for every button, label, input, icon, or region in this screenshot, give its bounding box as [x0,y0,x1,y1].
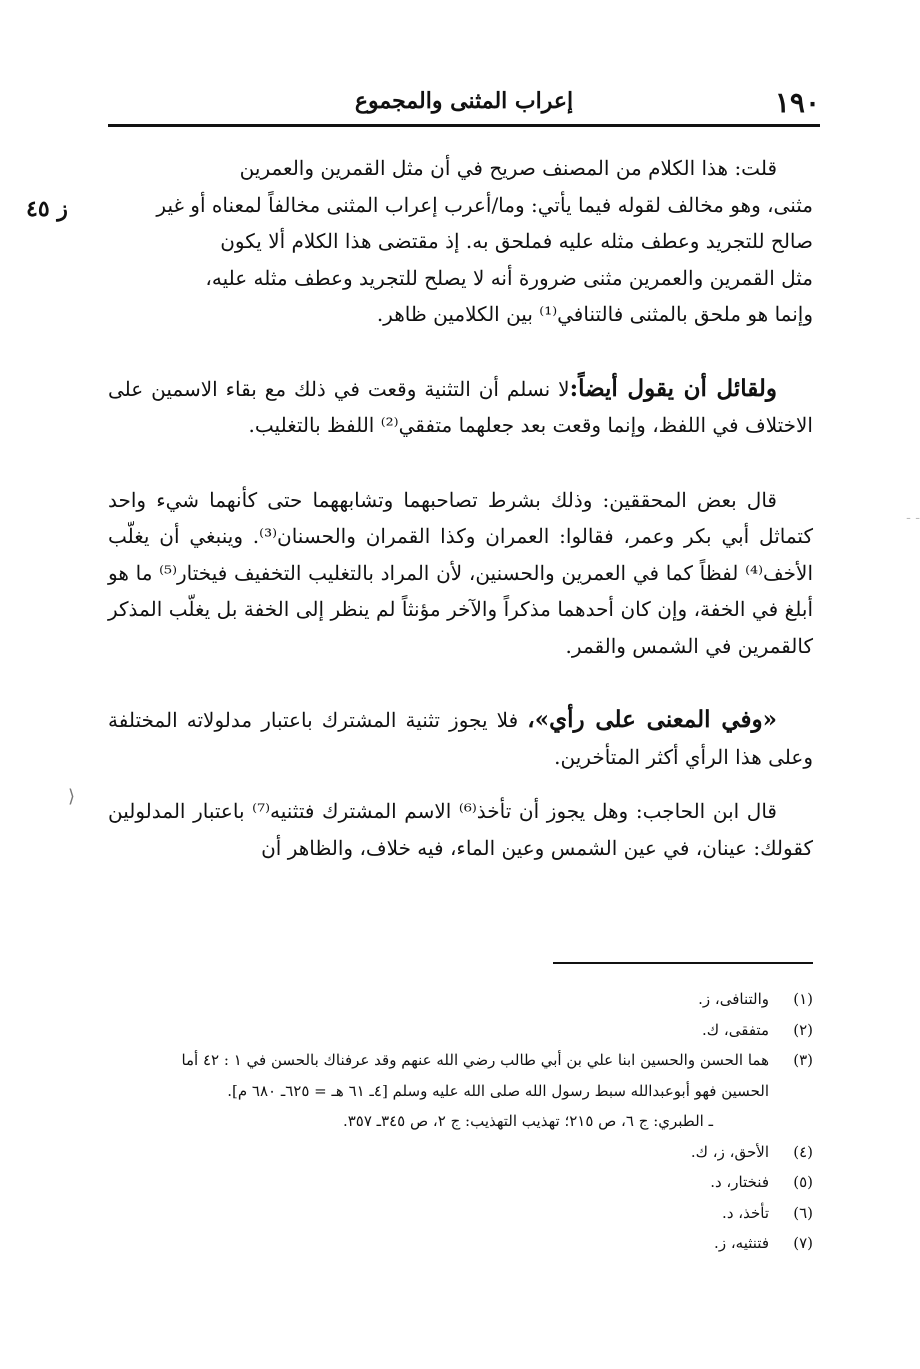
paragraph-4-lead: «وفي المعنى على رأي»، [527,706,777,733]
footnote-6 [108,1198,813,1229]
footnote-2 [108,1015,813,1046]
footnote-number: (٦) [793,1203,813,1222]
footnote-text: الأحق، ز، ك. [690,1142,769,1161]
footnote-number: (٢) [793,1020,813,1039]
paragraph-2-lead: ولقائل أن يقول أيضاً: [569,374,777,402]
footnote-number: (٣) [793,1051,813,1069]
paragraph-1-line-3: صالح للتجريد وعطف مثله عليه فملحق به. إذ مقتضى هذا الكلام ألا يكون [220,229,813,253]
paragraph-4-text: فلا يجوز تثنية المشترك باعتبار مدلولاته المختلفة وعلى هذا الرأي أكثر المتأخرين. [108,708,813,769]
footnote-text: فتنثيه، ز. [714,1234,769,1252]
footnote-number: (٧) [793,1234,813,1252]
footnote-text: هما الحسن والحسين ابنا علي بن أبي طالب رضي الله عنهم وقد عرفناك بالحسن في ١ : ٤٢ أما [181,1051,769,1069]
footnote-rule [553,962,813,964]
footnote-1 [108,984,813,1015]
footnote-7 [108,1228,813,1259]
paragraph-2-text: لا نسلم أن التثنية وقعت في ذلك مع بقاء الاسمين على الاختلاف في اللفظ، وإنما وقعت بعد جعلهما متفقي⁽²⁾ اللفظ بالتغليب. [108,376,813,437]
footnote-3-sources: ـ الطبري: ج ٦، ص ٢١٥؛ تهذيب التهذيب: ج ٢، ص ٣٤٥ـ ٣٥٧. [342,1112,713,1130]
footnote-text: فنختار، د. [710,1173,769,1191]
margin-mark: ⟩ [68,786,76,807]
paragraph-1-line-2: مثنى، وهو مخالف لقوله فيما يأتي: وما/أعرب إعراب المثنى مخالفاً لمعناه أو غير [156,192,813,217]
paragraph-5: قال ابن الحاجب: وهل يجوز أن تأخذ⁽⁶⁾ الاسم المشترك فتثنيه⁽⁷⁾ باعتبار المدلولين كقولك: عينان، في عين الشمس وعين الماء، فيه خلاف، والظاهر أن [108,799,813,860]
paragraph-1-line-1: قلت: هذا الكلام من المصنف صريح في أن مثل القمرين والعمرين [239,156,777,180]
footnote-5 [108,1167,813,1198]
footnote-3 [108,1045,813,1076]
footnote-3-continuation: الحسين فهو أبوعبدالله سبط رسول الله صلى الله عليه وسلم [٤ـ ٦١ هـ = ٦٢٥ـ ٦٨٠ م]. [227,1081,769,1100]
footnote-text: والتنافى، ز. [698,990,769,1008]
paragraph-1-line-4: مثل القمرين والعمرين مثنى ضرورة أنه لا يصلح للتجريد وعطف مثله عليه، [205,265,813,290]
paragraph-4 [108,702,813,775]
footnote-4 [108,1137,813,1168]
footnote-number: (٥) [793,1173,813,1191]
footnote-text: تأخذ، د. [722,1203,769,1222]
footnotes [108,984,813,1259]
main-text [108,150,813,866]
page-number: ١٩٠ [774,86,820,119]
footnote-number: (٤) [793,1142,813,1161]
footnote-text: متفقى، ك. [702,1020,769,1039]
margin-manuscript-note: ز ٤٥ [26,196,68,222]
paragraph-3: قال بعض المحققين: وذلك بشرط تصاحبهما وتشابههما حتى كأنهما شيء واحد كتماثل أبي بكر وعمر، فقالوا: العمران وكذا القمران والحسنان⁽³⁾. وينبغي أن يغلّب الأخف⁽⁴⁾ لفظاً كما في العمرين والحسنين، لأن المراد بالتغليب التخفيف فيختار⁽⁵⁾ ما هو أبلغ في الخفة، وإن كان أحدهما مذكراً والآخر مؤنثاً لم ينظر إلى الخفة بل يغلّب المذكر كالقمرين في الشمس والقمر. [108,487,814,658]
header-rule [108,124,820,127]
edge-mark: - - [906,510,920,526]
paragraph-1 [108,150,813,333]
footnote-number: (١) [793,990,813,1008]
page-header [108,86,820,122]
running-title: إعراب المثنى والمجموع [354,88,574,114]
paragraph-2 [108,371,813,444]
paragraph-1-line-5: وإنما هو ملحق بالمثنى فالتنافي⁽¹⁾ بين الكلامين ظاهر. [376,302,813,326]
